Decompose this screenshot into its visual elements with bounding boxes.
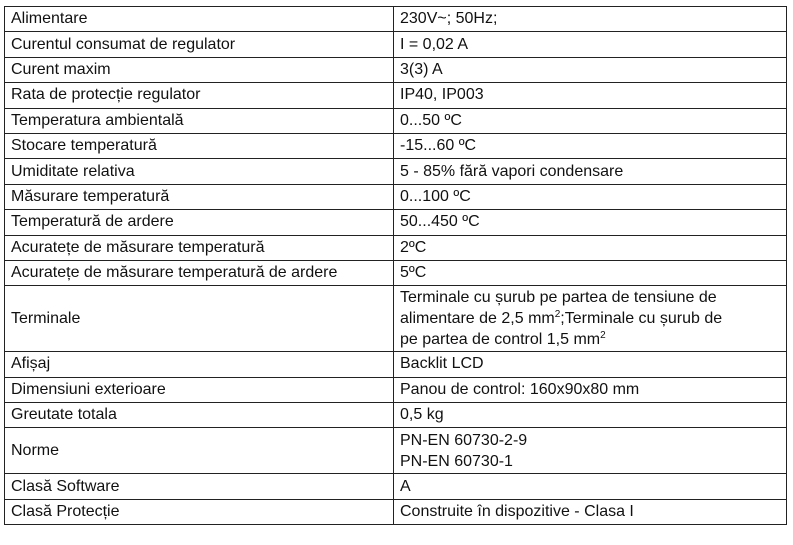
terminale-line-2-text: alimentare de 2,5 mm — [400, 310, 555, 328]
table-row — [5, 352, 787, 377]
table-row — [5, 32, 787, 57]
value-cell: A — [394, 474, 787, 499]
param-cell: Măsurare temperatură — [5, 184, 394, 209]
param-cell: Afișaj — [5, 352, 394, 377]
terminale-line-3-text: pe partea de control 1,5 mm — [400, 331, 601, 349]
table-row — [5, 57, 787, 82]
value-cell: 5ºC — [394, 260, 787, 285]
value-cell: -15...60 ºC — [394, 133, 787, 158]
table-row — [5, 159, 787, 184]
value-cell: 0...100 ºC — [394, 184, 787, 209]
table-row — [5, 83, 787, 108]
value-cell: Panou de control: 160x90x80 mm — [394, 377, 787, 402]
specifications-table-body — [5, 7, 787, 525]
value-cell: 3(3) A — [394, 57, 787, 82]
value-cell: IP40, IP003 — [394, 83, 787, 108]
value-cell: 5 - 85% fără vapori condensare — [394, 159, 787, 184]
value-cell: 2ºC — [394, 235, 787, 260]
param-cell: Rata de protecție regulator — [5, 83, 394, 108]
table-row — [5, 403, 787, 428]
param-cell: Norme — [5, 428, 394, 474]
table-row — [5, 377, 787, 402]
value-cell: 0...50 ºC — [394, 108, 787, 133]
superscript: 2 — [600, 330, 606, 342]
param-cell: Umiditate relativa — [5, 159, 394, 184]
table-row-norme — [5, 428, 787, 474]
terminale-line-1: Terminale cu șurub pe partea de tensiune de — [400, 289, 717, 307]
param-cell: Stocare temperatură — [5, 133, 394, 158]
table-row — [5, 133, 787, 158]
table-row — [5, 474, 787, 499]
value-cell: 50...450 ºC — [394, 210, 787, 235]
param-cell: Curent maxim — [5, 57, 394, 82]
table-row-terminale — [5, 286, 787, 352]
value-cell: Construite în dispozitive - Clasa I — [394, 499, 787, 524]
value-cell: I = 0,02 A — [394, 32, 787, 57]
table-row — [5, 7, 787, 32]
value-cell-terminale — [394, 286, 787, 352]
terminale-line-2 — [400, 308, 786, 329]
terminale-line-3 — [400, 329, 786, 350]
param-cell: Greutate totala — [5, 403, 394, 428]
table-row — [5, 210, 787, 235]
value-cell: 230V~; 50Hz; — [394, 7, 787, 32]
param-cell: Terminale — [5, 286, 394, 352]
param-cell: Alimentare — [5, 7, 394, 32]
table-row — [5, 499, 787, 524]
table-row — [5, 235, 787, 260]
terminale-line-2-tail: ;Terminale cu șurub de — [560, 310, 723, 328]
superscript: 2 — [554, 309, 561, 321]
param-cell: Temperatură de ardere — [5, 210, 394, 235]
value-cell-norme — [394, 428, 787, 474]
specifications-table — [4, 6, 787, 525]
param-cell: Clasă Software — [5, 474, 394, 499]
param-cell: Clasă Protecție — [5, 499, 394, 524]
param-cell: Acuratețe de măsurare temperatură de ardere — [5, 260, 394, 285]
param-cell: Acuratețe de măsurare temperatură — [5, 235, 394, 260]
table-row — [5, 184, 787, 209]
value-cell: 0,5 kg — [394, 403, 787, 428]
param-cell: Curentul consumat de regulator — [5, 32, 394, 57]
param-cell: Temperatura ambientală — [5, 108, 394, 133]
table-row — [5, 260, 787, 285]
norme-line-1: PN-EN 60730-2-9 — [400, 431, 528, 449]
norme-line-2: PN-EN 60730-1 — [400, 452, 513, 470]
param-cell: Dimensiuni exterioare — [5, 377, 394, 402]
value-cell: Backlit LCD — [394, 352, 787, 377]
table-row — [5, 108, 787, 133]
